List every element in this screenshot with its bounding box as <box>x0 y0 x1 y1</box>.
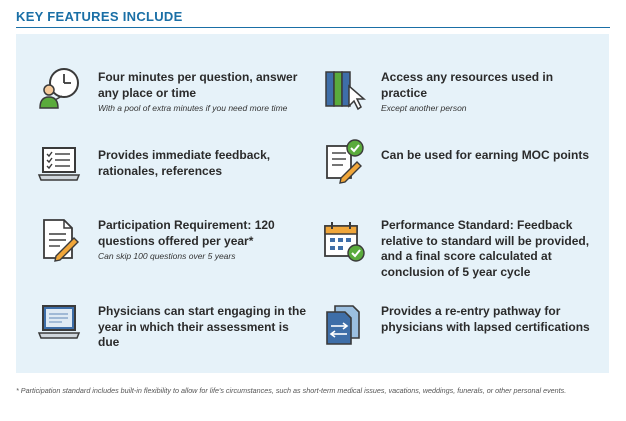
feature-title: Provides immediate feedback, rationales, references <box>98 148 271 178</box>
feature-text <box>381 70 591 114</box>
section-title: KEY FEATURES INCLUDE <box>16 9 183 24</box>
feature-title: Participation Requirement: 120 questions offered per year* <box>98 218 275 248</box>
feature-subtitle: With a pool of extra minutes if you need more time <box>98 103 288 113</box>
feature-subtitle: Except another person <box>381 103 467 113</box>
feature-title: Can be used for earning MOC points <box>381 148 590 162</box>
feature-text <box>381 148 591 164</box>
checklist-pencil-icon <box>321 138 367 184</box>
feature-title: Four minutes per question, answer any place or time <box>98 70 298 100</box>
feature-subtitle: Can skip 100 questions over 5 years <box>98 251 236 261</box>
document-pencil-icon <box>36 216 82 262</box>
feature-text <box>98 70 308 114</box>
feature-text <box>381 304 591 335</box>
feature-text <box>98 304 308 351</box>
feature-title: Provides a re-entry pathway for physicians with lapsed certifications <box>381 304 590 334</box>
books-cursor-icon <box>321 66 367 112</box>
laptop-icon <box>36 300 82 346</box>
feature-title: Physicians can start engaging in the year in which their assessment is due <box>98 304 307 349</box>
feature-title: Access any resources used in practice <box>381 70 554 100</box>
features-panel <box>16 34 609 373</box>
feature-text <box>98 218 308 262</box>
footnote: * Participation standard includes built-in flexibility to allow for life's circumstances, such as short-term medical issues, vacations, weddings, funerals, or other personal events. <box>16 386 567 395</box>
feature-title: Performance Standard: Feedback relative to standard will be provided, and a final score calculated at conclusion of 5 year cycle <box>381 218 590 279</box>
feature-text <box>98 148 308 179</box>
documents-arrows-icon <box>321 302 367 348</box>
calendar-check-icon <box>321 218 367 264</box>
title-divider <box>16 27 610 28</box>
clock-person-icon <box>36 66 82 112</box>
feature-text <box>381 218 591 280</box>
laptop-checklist-icon <box>36 142 82 188</box>
